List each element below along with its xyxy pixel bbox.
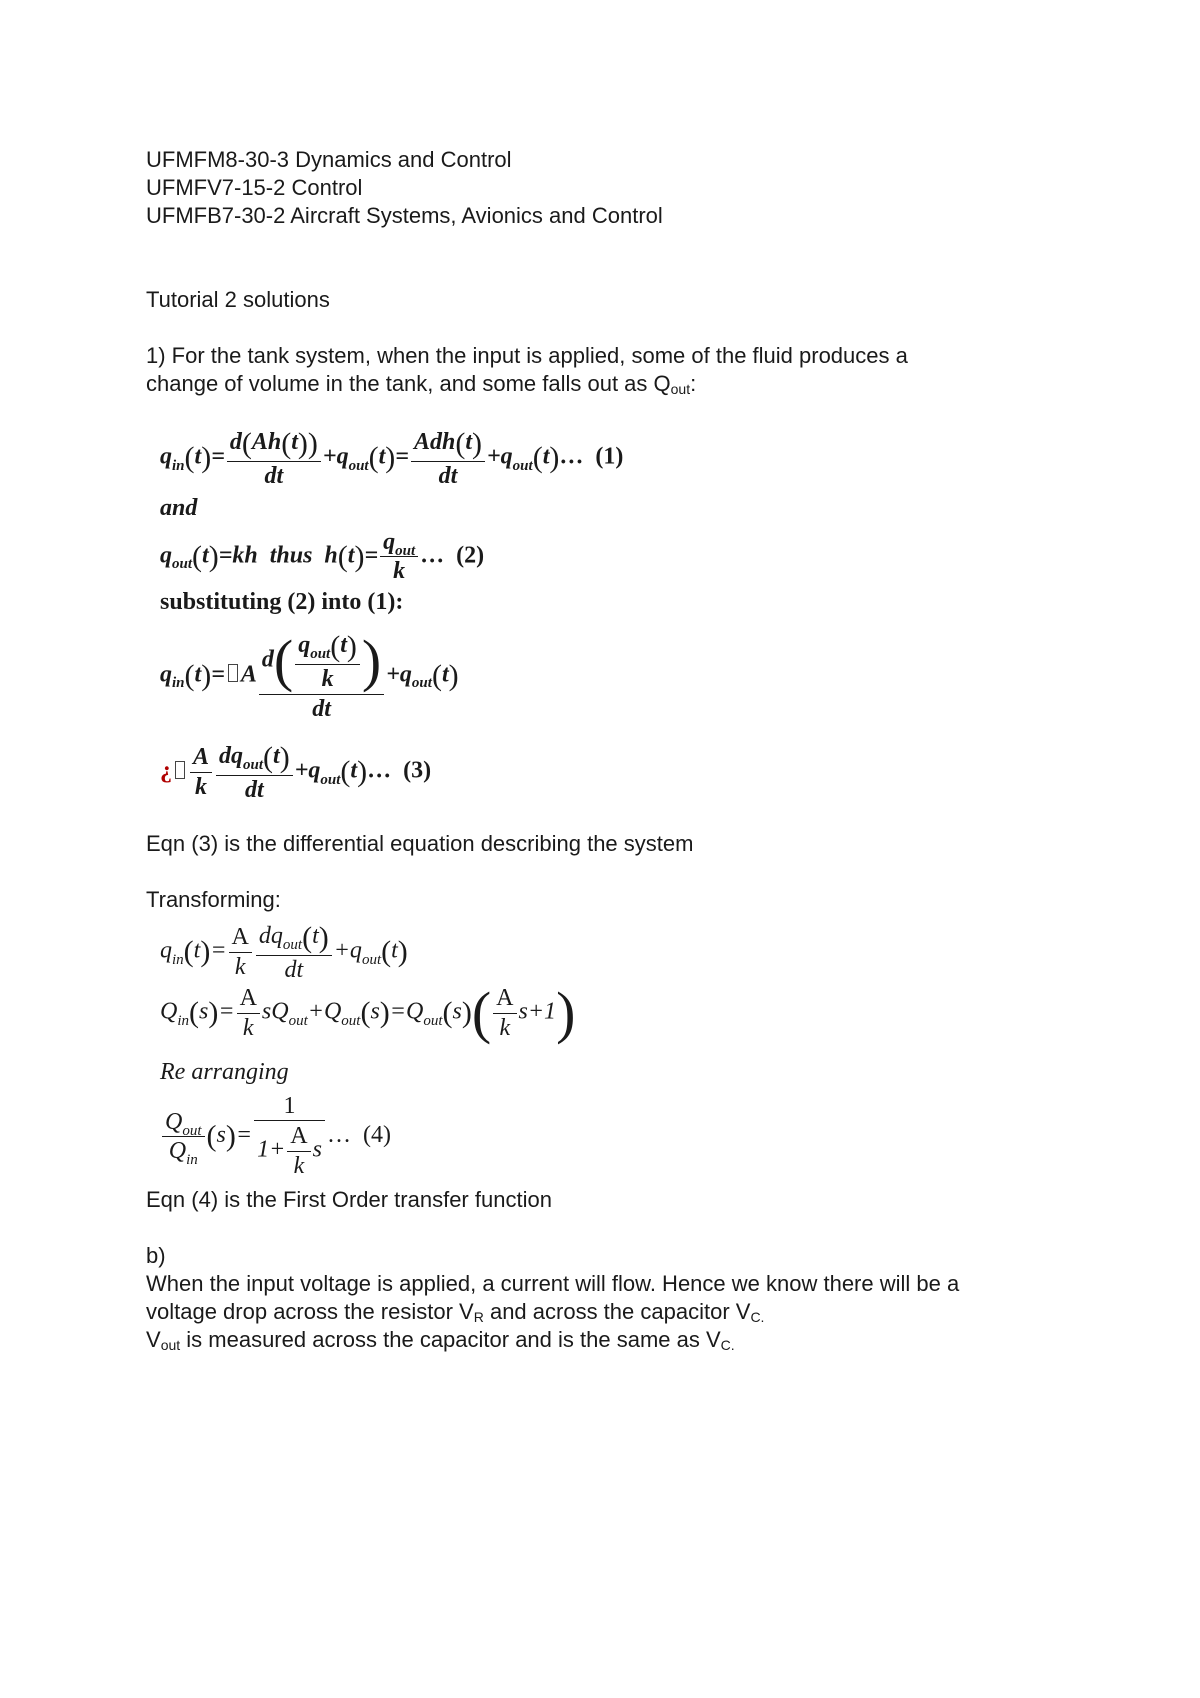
equation-laplace-domain: $Q_{in}(s)=$ $\frac{A}{k}$ $sQ_{out}+Q_{out}(s)=Q_{out}(s)$( $\frac{A}{k}$ s+1)	[160, 980, 576, 1045]
word-and: and	[160, 495, 198, 521]
missing-glyph-box	[175, 761, 185, 779]
question-1-line-2: change of volume in the tank, and some falls out as $Q_{out}$:	[146, 371, 697, 397]
part-b-line-3: $V_{out}$ is measured across the capacitor and is the same as $V_{C.}$	[146, 1327, 735, 1353]
substituting-line: substituting (2) into (1):	[160, 589, 404, 615]
missing-glyph-box	[228, 664, 238, 682]
module-code-3: UFMFB7-30-2 Aircraft Systems, Avionics and Control	[146, 203, 663, 228]
module-code-1: UFMFM8-30-3 Dynamics and Control	[146, 147, 512, 172]
rearranging-label: Re arranging	[160, 1059, 289, 1085]
eqn-4-statement: Eqn (4) is the First Order transfer function	[146, 1187, 552, 1212]
page-title: Tutorial 2 solutions	[146, 287, 330, 312]
equation-4: $\frac{Q_{out}}{Q_{in}}$ (s)= 1 1+ $\frac{A}{k}$ s … (4)	[160, 1092, 391, 1181]
part-b-label: b)	[146, 1243, 166, 1268]
module-code-2: UFMFV7-15-2 Control	[146, 175, 363, 200]
part-b-line-1: When the input voltage is applied, a current will flow. Hence we know there will be a	[146, 1271, 960, 1296]
transforming-heading: Transforming:	[146, 887, 281, 912]
question-1-line-1: 1) For the tank system, when the input is applied, some of the fluid produces a	[146, 343, 908, 368]
equation-substituted: $q_{in}(t)= A$ d( $\frac{q_{out}(t)}{k}$ ) dt $+q_{out}(t)$	[160, 628, 459, 723]
eqn-3-statement: Eqn (3) is the differential equation describing the system	[146, 831, 694, 856]
equation-time-domain: $q_{in}(t)=$ $\frac{A}{k}$ $\frac{dq_{out}(t)}{dt}$ $+q_{out}(t)$	[160, 921, 408, 983]
equation-3: ¿ $\frac{A}{k}$ $\frac{dq_{out}(t)}{dt}$ $+q_{out}(t)\dots$ (3)	[160, 741, 432, 803]
equation-1: $q_{in}(t)=$ $\frac{d(Ah(t))}{dt}$ $+q_{out}(t)=$ $\frac{\text{Adh(t)}}{dt}$ $+q_{out}(t)\dots$ (1)	[160, 427, 624, 489]
part-b-line-2: voltage drop across the resistor $V_R$ and across the capacitor $V_{C.}$	[146, 1299, 765, 1325]
equation-2: $q_{out}(t)=kh$ thus h(t)= $\frac{q_{out}}{k}$ … (2)	[160, 529, 485, 585]
